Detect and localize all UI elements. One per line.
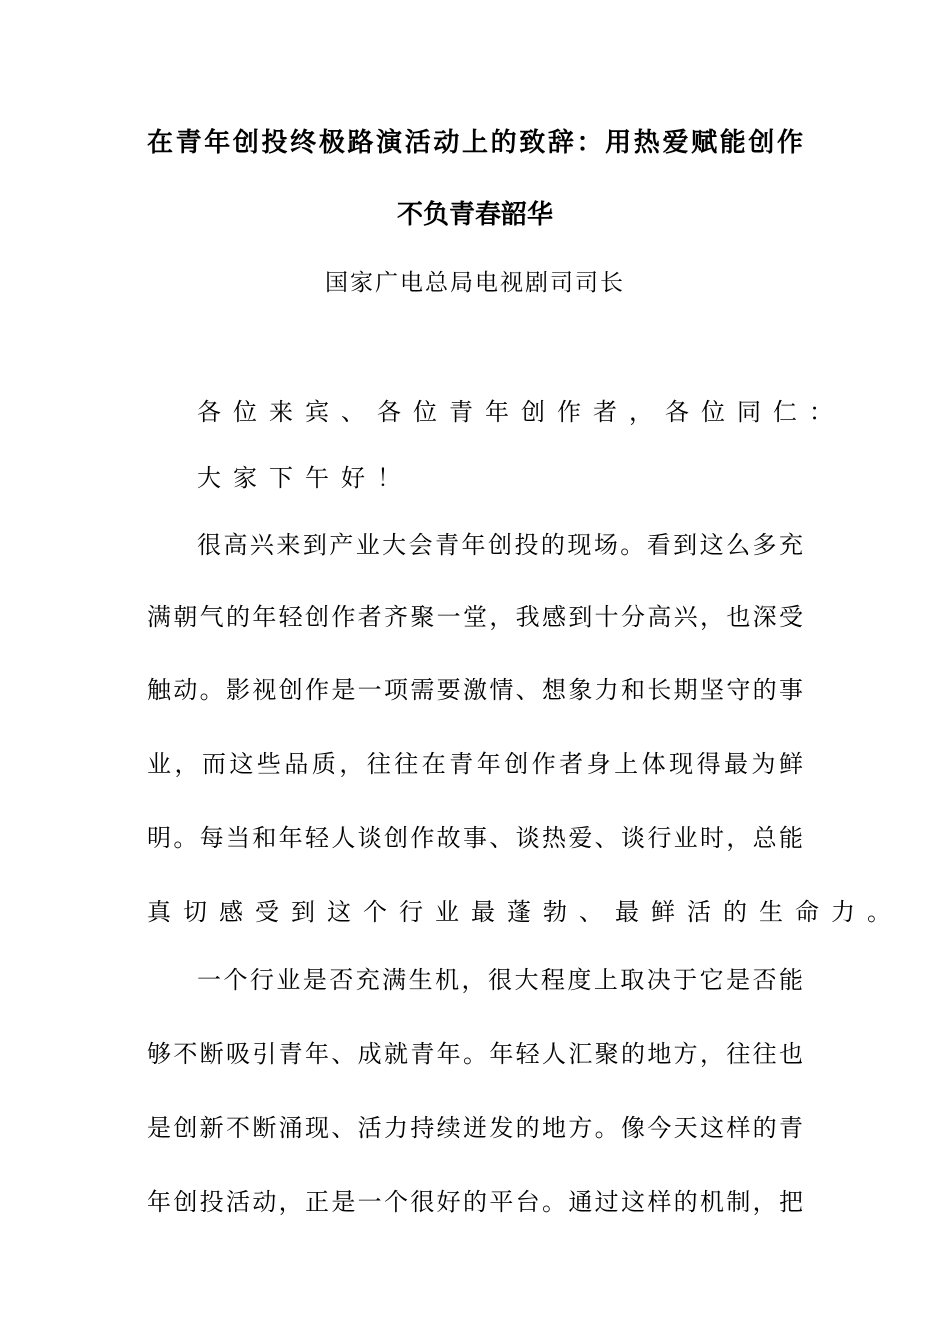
paragraph-line: 年创投活动，正是一个很好的平台。通过这样的机制，把 [147, 1188, 803, 1216]
paragraph-line: 大家下午好！ [197, 464, 413, 492]
paragraph-line: 够不断吸引青年、成就青年。年轻人汇聚的地方，往往也 [147, 1040, 803, 1068]
paragraph-line: 一个行业是否充满生机，很大程度上取决于它是否能 [197, 966, 803, 994]
document-title-line-2: 不负青春韶华 [396, 200, 553, 230]
paragraph-line: 真切感受到这个行业最蓬勃、最鲜活的生命力。 [147, 898, 903, 926]
paragraph-line: 触动。影视创作是一项需要激情、想象力和长期坚守的事 [147, 676, 803, 704]
paragraph-line: 是创新不断涌现、活力持续迸发的地方。像今天这样的青 [147, 1114, 803, 1142]
paragraph-line: 业，而这些品质，往往在青年创作者身上体现得最为鲜 [147, 750, 803, 778]
paragraph-line: 满朝气的年轻创作者齐聚一堂，我感到十分高兴，也深受 [147, 603, 803, 631]
document-title-line-1: 在青年创投终极路演活动上的致辞：用热爱赋能创作 [147, 128, 803, 158]
document-author: 国家广电总局电视剧司司长 [325, 270, 625, 296]
paragraph-line: 很高兴来到产业大会青年创投的现场。看到这么多充 [197, 531, 803, 559]
paragraph-line: 各位来宾、各位青年创作者，各位同仁： [197, 398, 845, 426]
paragraph-line: 明。每当和年轻人谈创作故事、谈热爱、谈行业时，总能 [147, 824, 803, 852]
